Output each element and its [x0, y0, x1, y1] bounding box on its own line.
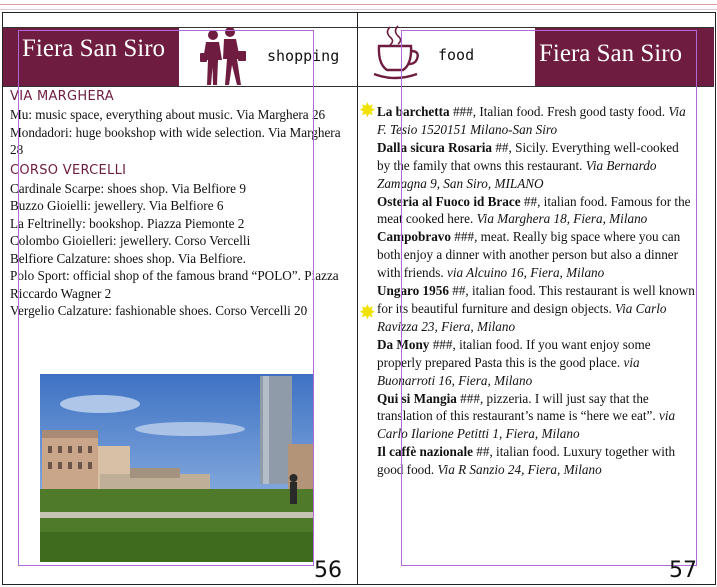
- restaurant-entry: [377, 282, 695, 336]
- page-number-left: 56: [314, 558, 342, 583]
- top-rule: [0, 4, 717, 5]
- shop-item: Vergelio Calzature: fashionable shoes. Corso Vercelli 20: [10, 303, 308, 318]
- restaurant-address: via Buonarroti 16, Fiera, Milano: [377, 354, 640, 388]
- street-heading: CORSO VERCELLI: [10, 162, 127, 178]
- restaurant-address: Via Bernardo Zamagna 9, San Siro, MILANO: [377, 157, 657, 191]
- restaurant-address: Via R Sanzio 24, Fiera, Milano: [437, 462, 602, 478]
- restaurant-entry: [377, 193, 695, 229]
- section-label-food: food: [438, 46, 475, 64]
- restaurant-name: Dalla sicura Rosaria: [377, 139, 493, 155]
- shop-item: Mu: music space, everything about music. Via Marghera 26: [10, 107, 326, 122]
- star-icon: ✸: [359, 302, 376, 324]
- restaurant-name: Ungaro 1956: [377, 283, 449, 299]
- restaurant-description: , italian food. If you want enjoy some properly prepared Pasta this is the good place.: [377, 336, 651, 370]
- shoppers-icon: [197, 27, 249, 87]
- coffee-cup-icon: [371, 24, 423, 84]
- restaurant-name: Da Mony: [377, 336, 430, 352]
- restaurant-rating: ##: [495, 139, 509, 155]
- restaurant-description: , Italian food. Fresh good tasty food.: [472, 104, 666, 119]
- shop-item: Buzzo Gioielli: jewellery. Via Belfiore 6: [10, 198, 224, 213]
- restaurant-address: Via F. Tesio 1520151 Milano-San Siro: [377, 104, 686, 137]
- page-number-right: 57: [669, 558, 697, 583]
- restaurant-entry: [377, 139, 695, 193]
- restaurant-address: via Alcuino 16, Fiera, Milano: [446, 265, 605, 281]
- restaurant-name: Il caffè nazionale: [377, 444, 473, 460]
- restaurant-rating: ###: [452, 104, 473, 119]
- shopping-list: [10, 88, 345, 320]
- restaurant-rating: ###: [454, 229, 475, 245]
- shop-item: Belfiore Calzature: shoes shop. Via Belfiore.: [10, 250, 246, 266]
- restaurant-rating: ###: [460, 390, 480, 406]
- shop-item: Cardinale Scarpe: shoes shop. Via Belfiore 9: [10, 180, 246, 196]
- restaurant-address: via Carlo Ilarione Petitti 1, Fiera, Milano: [377, 408, 676, 442]
- section-label-shopping: shopping: [267, 47, 340, 65]
- street-heading: VIA MARGHERA: [10, 89, 114, 104]
- restaurant-description: , italian food. This restaurant is well known for its beautiful furniture and design objects.: [377, 283, 695, 316]
- city-square-photo: [40, 374, 313, 562]
- top-rule-secondary: [0, 9, 717, 10]
- shop-item: Colombo Gioielleri: jewellery. Corso Vercelli: [10, 233, 251, 248]
- page-gutter: [357, 12, 358, 585]
- restaurant-address: Via Marghera 18, Fiera, Milano: [476, 211, 648, 227]
- left-page-title: Fiera San Siro: [3, 28, 179, 86]
- restaurant-name: Osteria al Fuoco id Brace: [377, 193, 521, 209]
- restaurant-address: Via Carlo Ravizza 23, Fiera, Milano: [377, 300, 667, 334]
- restaurant-description: , meat. Really big space where you can both enjoy a dinner with another person but also a dinner with friends.: [377, 229, 681, 281]
- restaurant-rating: ##: [476, 444, 490, 460]
- restaurant-entry: [377, 228, 695, 282]
- star-icon: ✸: [359, 100, 376, 122]
- header-bottom-rule: [3, 86, 714, 87]
- restaurant-entry: [377, 390, 695, 444]
- shop-item: Mondadori: huge bookshop with wide selection. Via Marghera 28: [10, 124, 341, 157]
- restaurant-description: , italian food. Famous for the meat cooked here.: [377, 193, 691, 227]
- restaurant-entry: [377, 443, 695, 479]
- restaurant-name: Qui si Mangia: [377, 390, 457, 406]
- restaurant-entry: [377, 336, 695, 390]
- restaurant-rating: ###: [432, 336, 453, 352]
- restaurant-description: , italian food. Luxury together with good food.: [377, 444, 676, 478]
- restaurant-rating: ##: [452, 283, 466, 299]
- restaurant-rating: ##: [523, 193, 538, 209]
- restaurant-description: , pizzeria. I will just say that the translation of this restaurant’s name is “here we eat”.: [377, 390, 656, 424]
- restaurant-name: La barchetta: [377, 104, 450, 119]
- shop-item: La Feltrinelly: bookshop. Piazza Piemonte 2: [10, 215, 245, 231]
- right-page-title: Fiera San Siro: [535, 28, 714, 86]
- restaurant-description: , Sicily. Everything well-cooked by the family that owns this restaurant.: [377, 139, 679, 173]
- restaurant-list: [377, 103, 695, 479]
- restaurant-name: Campobravo: [377, 229, 451, 245]
- shop-item: Polo Sport: official shop of the famous brand “POLO”. Piazza Riccardo Wagner 2: [10, 268, 339, 301]
- restaurant-entry: [377, 103, 695, 139]
